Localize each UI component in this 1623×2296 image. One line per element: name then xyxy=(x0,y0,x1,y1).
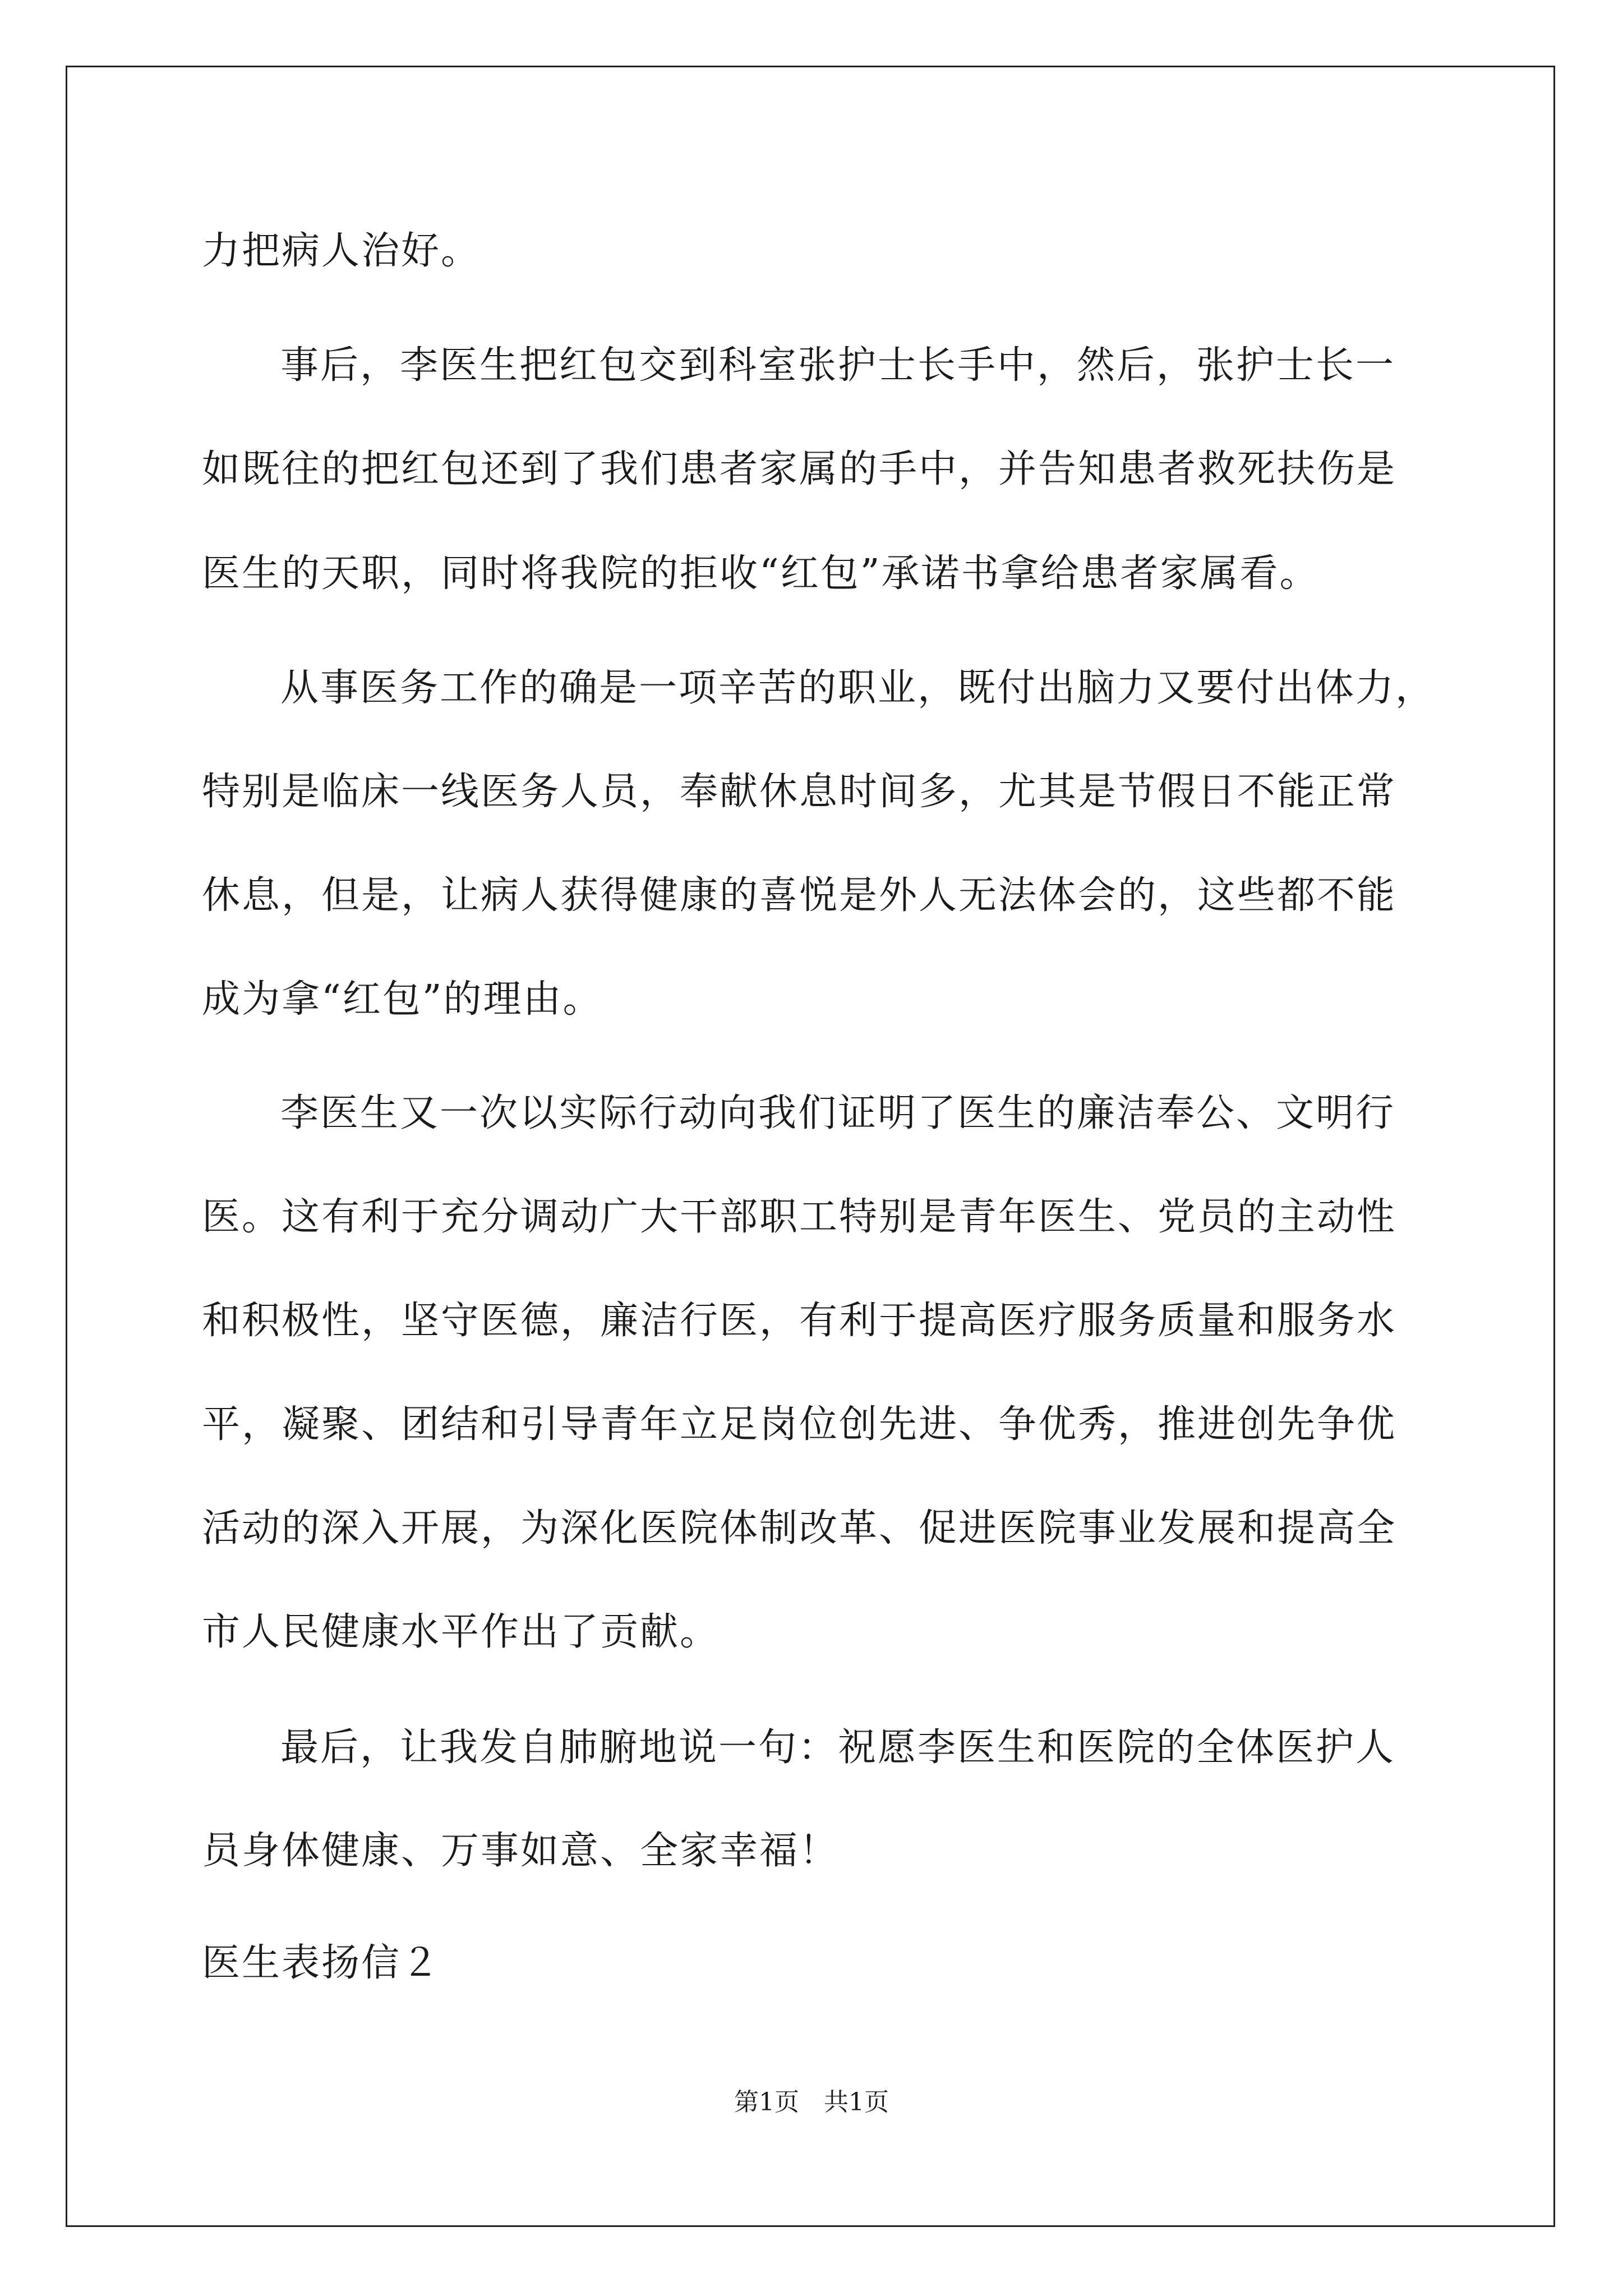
paragraph-first-line: 从事医务工作的确是一项辛苦的职业，既付出脑力又要付出体力， xyxy=(280,666,1436,710)
paragraph-first-line: 事后，李医生把红包交到科室张护士长手中，然后，张护士长一 xyxy=(280,343,1396,388)
text-line: 医。这有利于充分调动广大干部职工特别是青年医生、党员的主动性 xyxy=(202,1195,1397,1239)
text-line: 和积极性，坚守医德，廉洁行医，有利于提高医疗服务质量和服务水 xyxy=(202,1299,1397,1343)
text-line: 活动的深入开展，为深化医院体制改革、促进医院事业发展和提高全 xyxy=(202,1506,1397,1550)
text-line: 成为拿“红包”的理由。 xyxy=(202,977,603,1022)
text-line: 如既往的把红包还到了我们患者家属的手中，并告知患者救死扶伤是 xyxy=(202,447,1397,491)
text-line: 医生的天职，同时将我院的拒收“红包”承诺书拿给患者家属看。 xyxy=(202,551,1320,596)
text-line: 员身体健康、万事如意、全家幸福！ xyxy=(202,1829,840,1873)
page-border xyxy=(66,66,1555,2227)
text-line: 休息，但是，让病人获得健康的喜悦是外人无法体会的，这些都不能 xyxy=(202,873,1397,918)
text-line: 市人民健康水平作出了贡献。 xyxy=(202,1610,720,1654)
paragraph-first-line: 李医生又一次以实际行动向我们证明了医生的廉洁奉公、文明行 xyxy=(280,1091,1396,1135)
text-line: 力把病人治好。 xyxy=(202,229,481,273)
paragraph-first-line: 最后，让我发自肺腑地说一句：祝愿李医生和医院的全体医护人 xyxy=(280,1726,1396,1770)
text-line: 平，凝聚、团结和引导青年立足岗位创先进、争优秀，推进创先争优 xyxy=(202,1402,1397,1447)
page-footer: 第1页 共1页 xyxy=(734,2088,889,2116)
text-line: 特别是临床一线医务人员，奉献休息时间多，尤其是节假日不能正常 xyxy=(202,770,1397,814)
section-heading: 医生表扬信２ xyxy=(202,1941,441,1985)
